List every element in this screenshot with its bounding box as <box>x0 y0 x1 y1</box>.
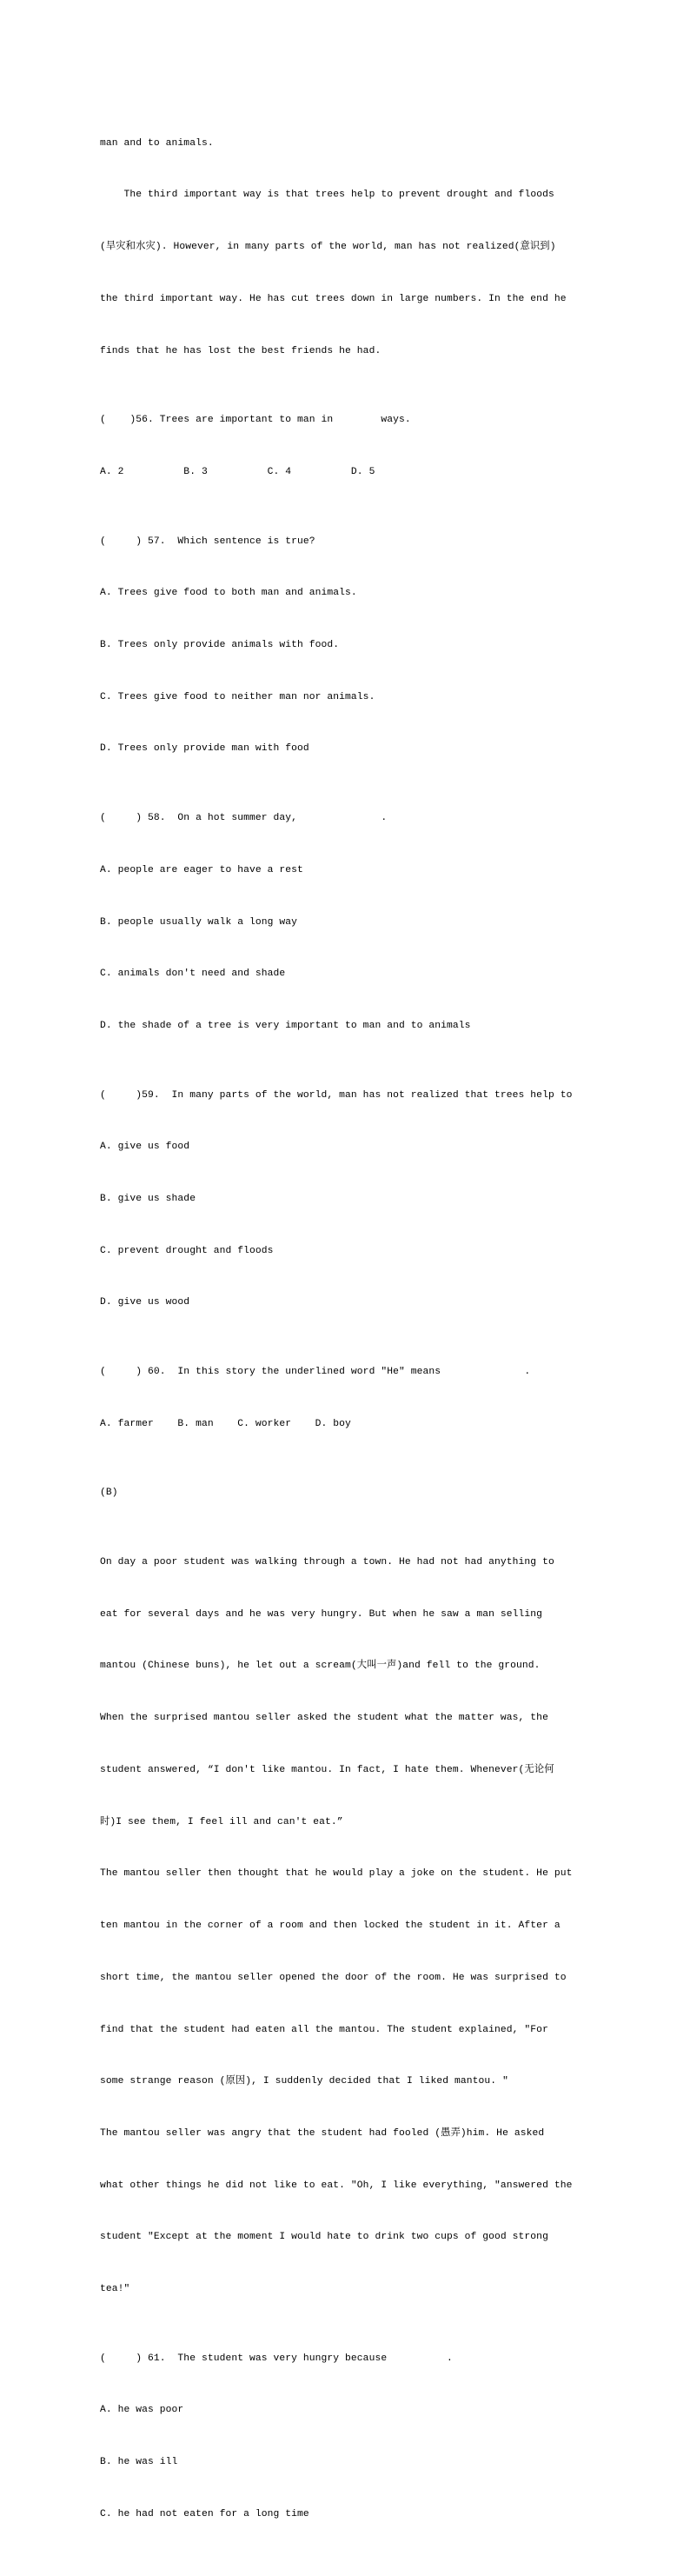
paragraph-line: (旱灾和水灾). However, in many parts of the world, man has not realized(意识到) <box>100 242 556 253</box>
question-option: C. prevent drought and floods <box>100 1245 274 1256</box>
passage-line: mantou (Chinese buns), he let out a scream(大叫一声)and fell to the ground. <box>100 1661 541 1672</box>
question-stem-56: ( )56. Trees are important to man in ways. <box>100 415 411 426</box>
passage-line: find that the student had eaten all the mantou. The student explained, ″For <box>100 2024 548 2035</box>
passage-line: 时)I see them, I feel ill and can't eat.” <box>100 1816 343 1827</box>
passage-line: On day a poor student was walking through a town. He had not had anything to <box>100 1557 554 1568</box>
question-stem-60: ( ) 60. In this story the underlined word ″He″ means . <box>100 1367 531 1378</box>
question-option: C. animals don't need and shade <box>100 968 286 980</box>
question-stem-61: ( ) 61. The student was very hungry because . <box>100 2353 453 2364</box>
paragraph-line: man and to animals. <box>100 137 214 149</box>
question-stem-57: ( ) 57. Which sentence is true? <box>100 536 315 547</box>
passage-line: When the surprised mantou seller asked the student what the matter was, the <box>100 1713 548 1724</box>
passage-line: The mantou seller then thought that he would play a joke on the student. He put <box>100 1868 573 1880</box>
question-option: C. Trees give food to neither man nor animals. <box>100 691 375 702</box>
question-options-56: A. 2 B. 3 C. 4 D. 5 <box>100 466 375 477</box>
passage-line: student ″Except at the moment I would hate to drink two cups of good strong <box>100 2232 548 2243</box>
passage-line: The mantou seller was angry that the student had fooled (愚弄)him. He asked <box>100 2127 545 2139</box>
question-option: B. he was ill <box>100 2457 178 2468</box>
question-option: B. people usually walk a long way <box>100 916 298 928</box>
passage-line: eat for several days and he was very hungry. But when he saw a man selling <box>100 1608 543 1620</box>
question-option: A. Trees give food to both man and animals. <box>100 588 357 599</box>
passage-line: tea!″ <box>100 2284 130 2295</box>
question-option: B. give us shade <box>100 1194 196 1204</box>
paragraph-line: the third important way. He has cut trees down in large numbers. In the end he <box>100 293 567 304</box>
passage-line: ten mantou in the corner of a room and then locked the student in it. After a <box>100 1920 561 1932</box>
question-option: C. he had not eaten for a long time <box>100 2508 309 2519</box>
paragraph-line: finds that he has lost the best friends he had. <box>100 345 381 356</box>
passage-line: some strange reason (原因), I suddenly decided that I liked mantou. ″ <box>100 2076 508 2087</box>
section-b-label: (B) <box>100 1488 118 1499</box>
question-option: A. give us food <box>100 1142 190 1153</box>
question-stem-59: ( )59. In many parts of the world, man has not realized that trees help to <box>100 1089 573 1101</box>
question-option: A. people are eager to have a rest <box>100 864 303 875</box>
passage-line: what other things he did not like to eat. ″Oh, I like everything, ″answered the <box>100 2180 573 2191</box>
passage-line: student answered, “I don't like mantou. In fact, I hate them. Whenever(无论何 <box>100 1764 554 1775</box>
question-stem-58: ( ) 58. On a hot summer day, . <box>100 813 388 824</box>
question-option: B. Trees only provide animals with food. <box>100 640 340 650</box>
question-option: A. he was poor <box>100 2405 184 2416</box>
paragraph-line: The third important way is that trees help to prevent drought and floods <box>100 190 554 201</box>
question-options-60: A. farmer B. man C. worker D. boy <box>100 1418 351 1429</box>
document-body <box>100 83 590 2576</box>
passage-line: short time, the mantou seller opened the door of the room. He was surprised to <box>100 1972 567 1983</box>
question-option: D. the shade of a tree is very important to man and to animals <box>100 1020 471 1031</box>
question-option: D. give us wood <box>100 1297 190 1308</box>
question-option: D. Trees only provide man with food <box>100 743 309 755</box>
